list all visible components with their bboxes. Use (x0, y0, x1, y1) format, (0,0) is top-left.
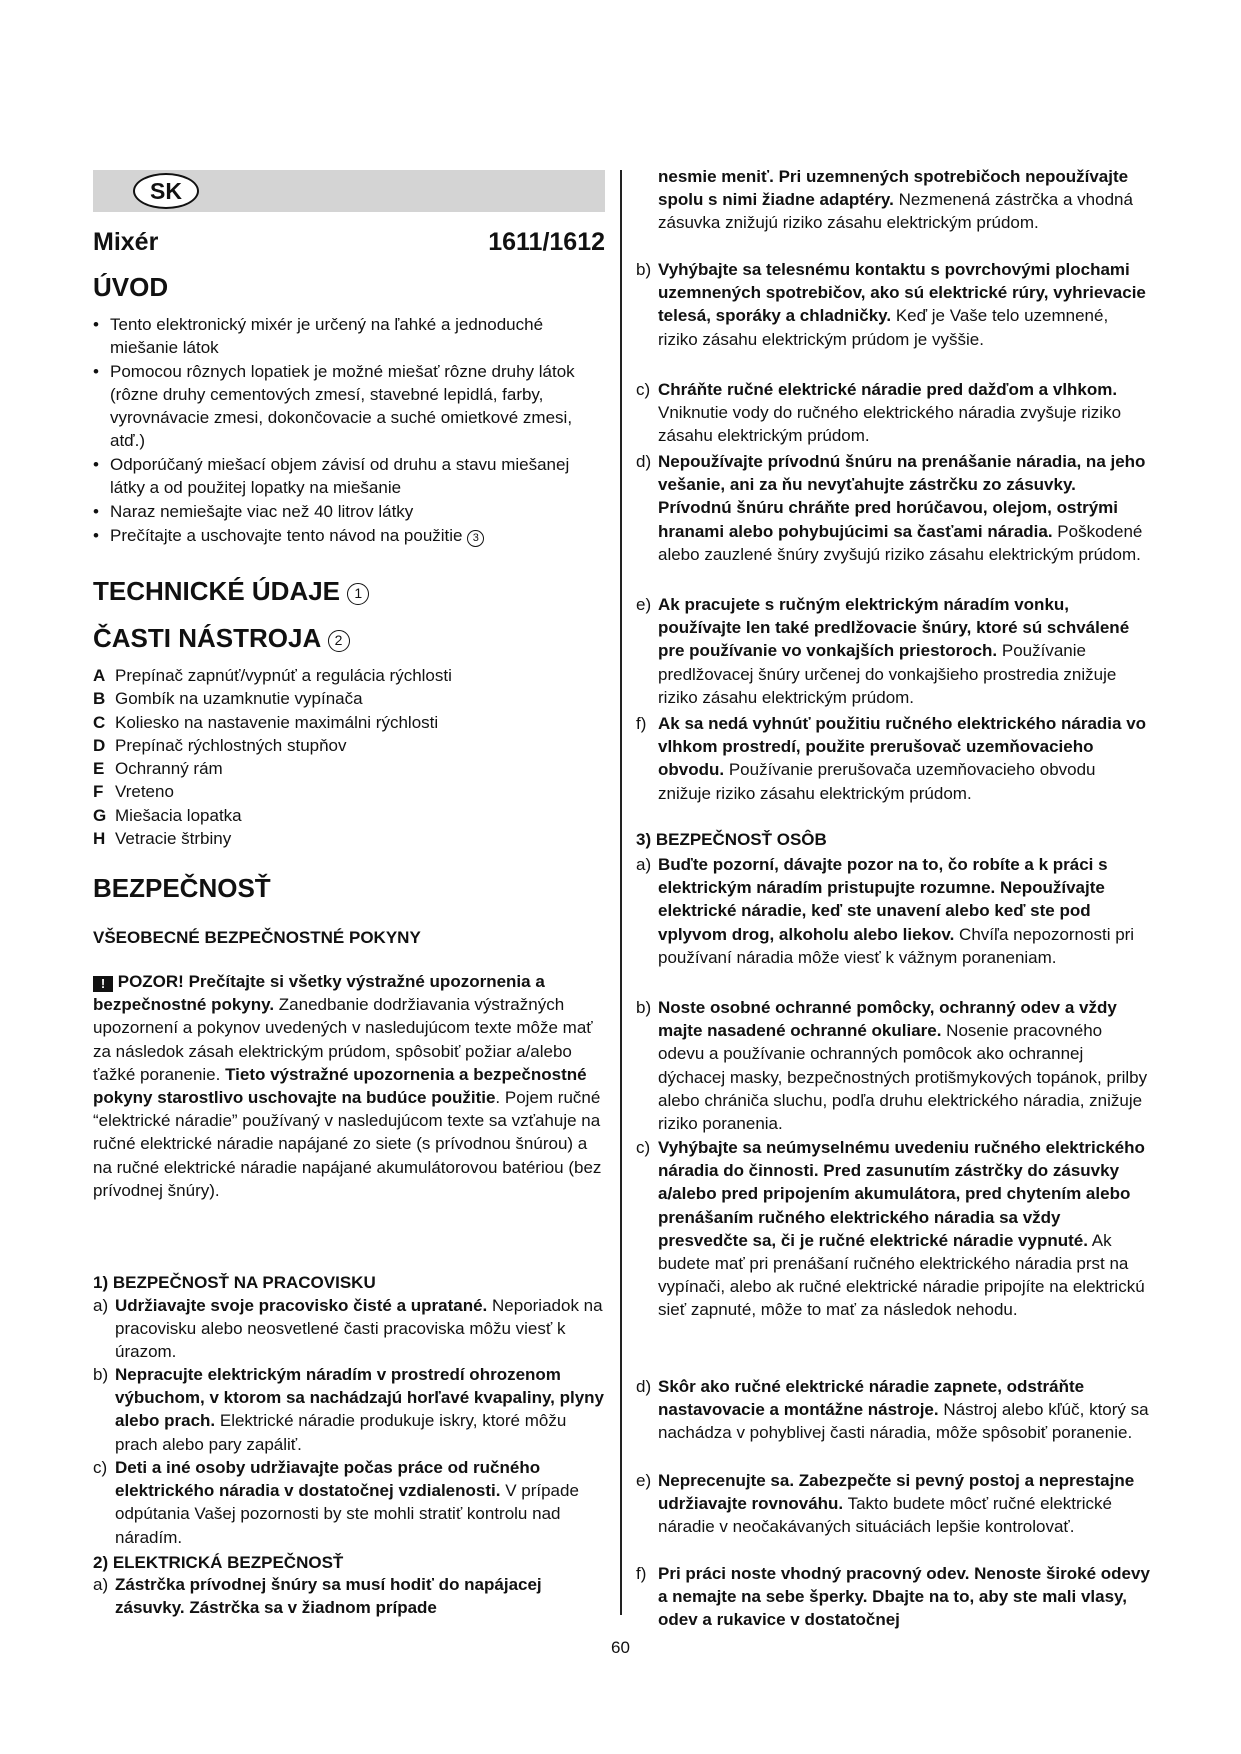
list-item: b) Vyhýbajte sa telesnému kontaktu s povrchovými plochami uzemnených spotrebičov, ako sú elektrické rúry, vyhrievacie telesá, sporáky a chladničky. Keď je Vaše telo uzemnené, riziko zásahu elektrickým prúdom je vyššie. (636, 260, 1146, 349)
list-item: b) Nepracujte elektrickým náradím v prostredí ohrozenom výbuchom, v ktorom sa nachádzajú horľavé kvapaliny, plyny alebo prach. Elektrické náradie produkuje iskry, ktoré môžu prach alebo pary zapáliť. (93, 1365, 605, 1454)
list-item: c) Vyhýbajte sa neúmyselnému uvedeniu ručného elektrického náradia do činnosti. Pred zasunutím zástrčky do zásuvky a/alebo pred pripojením akumulátora, pred chytením alebo prenášaním ručného elektrického náradia sa vždy presvedčte sa, či je ručné elektrické náradie vypnuté. Ak budete mať pri prenášaní ručného elektrického náradia prst na vypínači, alebo ak ručné elektrické náradie pripojíte na elektrickú sieť zapnuté, môže to mať za následok nehodu. (636, 1138, 1145, 1320)
tech-heading: TECHNICKÉ ÚDAJE 1 (93, 576, 369, 607)
list-item: e) Ak pracujete s ručným elektrickým náradím vonku, používajte len také predlžovacie šnúry, ktoré sú schválené pre používanie vo vonkajších priestoroch. Používanie predlžovacej šnúry určenej do vonkajšieho prostredia znižuje riziko zásahu elektrickým prúdom. (636, 595, 1130, 707)
list-item: B Gombík na uzamknutie vypínača (93, 689, 363, 709)
list-item: A Prepínač zapnúť/vypnúť a regulácia rýchlosti (93, 666, 452, 685)
list-item: E Ochranný rám (93, 759, 223, 779)
section-heading-workplace: 1) BEZPEČNOSŤ NA PRACOVISKU (93, 1273, 376, 1292)
parts-heading: ČASTI NÁSTROJA 2 (93, 623, 350, 654)
list-item: G Miešacia lopatka (93, 805, 242, 825)
title-row (93, 228, 605, 257)
list-item: • Odporúčaný miešací objem závisí od druhu a stavu miešanej látky a od použitej lopatky na miešanie (93, 453, 605, 499)
column-divider (620, 170, 622, 1615)
list-item: f) Ak sa nedá vyhnúť použitiu ručného elektrického náradia vo vlhkom prostredí, použite prerušovač uzemňovacieho obvodu. Používanie prerušovača uzemňovacieho obvodu znižuje riziko zásahu elektrickým prúdom. (636, 714, 1147, 803)
list-item: c) Deti a iné osoby udržiavajte počas práce od ručného elektrického náradia v dostatočnej vzdialenosti. V prípade odpútania Vašej pozornosti by ste mohli stratiť kontrolu nad náradím. (93, 1458, 579, 1547)
list-item: d) Nepoužívajte prívodnú šnúru na prenášanie náradia, na jeho vešanie, ani za ňu nevyťahujte zástrčku zo zásuvky. Prívodnú šnúru chráňte pred horúčavou, olejom, ostrými hranami alebo pohybujúcimi sa časťami náradia. Poškodené alebo zauzlené šnúry zvyšujú riziko zásahu elektrickým prúdom. (636, 452, 1146, 564)
parts-list (93, 664, 452, 850)
figure-ref-badge: 2 (328, 630, 350, 652)
list-item: e) Neprecenujte sa. Zabezpečte si pevný postoj a neprestajne udržiavajte rovnováhu. Takto budete môcť ručné elektrické náradie v neočakávaných situáciách lepšie kontrolovať. (636, 1471, 1135, 1537)
figure-ref-badge: 3 (467, 530, 484, 547)
list-item: D Prepínač rýchlostných stupňov (93, 735, 347, 755)
language-bar (93, 170, 605, 212)
list-item-continued: nesmie meniť. Pri uzemnených spotrebičoch nepoužívajte spolu s nimi žiadne adaptéry. Nezmenená zástrčka a vhodná zásuvka znižujú riziko zásahu elektrickým prúdom. (658, 167, 1133, 233)
list-item: F Vreteno (93, 782, 174, 802)
safety-heading: BEZPEČNOSŤ (93, 873, 271, 903)
model-number: 1611/1612 (488, 228, 605, 256)
list-item: f) Pri práci noste vhodný pracovný odev. Nenoste široké odevy a nemajte na sebe šperky. Dbajte na to, aby ste mali vlasy, odev a rukavice v dostatočnej (636, 1564, 1150, 1630)
general-safety-heading: VŠEOBECNÉ BEZPEČNOSTNÉ POKYNY (93, 928, 421, 947)
list-item: • Pomocou rôznych lopatiek je možné miešať rôzne druhy látok (rôzne druhy cementových zmesí, stavebné lepidlá, farby, vyrovnávacie zmesi, dokončovacie a suché omietkové zmesi, atď.) (93, 360, 605, 452)
list-item: a) Zástrčka prívodnej šnúry sa musí hodiť do napájacej zásuvky. Zástrčka sa v žiadnom prípade (93, 1575, 542, 1618)
language-badge: SK (133, 173, 199, 209)
list-item: • Tento elektronický mixér je určený na ľahké a jednoduché miešanie látok (93, 313, 605, 359)
list-item: • Prečítajte a uschovajte tento návod na použitie 3 (93, 524, 605, 547)
intro-heading: ÚVOD (93, 272, 169, 302)
list-item: C Koliesko na nastavenie maximálni rýchlosti (93, 712, 439, 732)
warning-icon: ! (93, 976, 113, 992)
list-item: • Naraz nemiešajte viac než 40 litrov látky (93, 500, 605, 523)
section-heading-electrical: 2) ELEKTRICKÁ BEZPEČNOSŤ (93, 1553, 344, 1572)
intro-list (93, 313, 605, 548)
page-number: 60 (611, 1638, 630, 1657)
list-item: b) Noste osobné ochranné pomôcky, ochranný odev a vždy majte nasadené ochranné okuliare. Nosenie pracovného odevu a používanie ochranných pomôcok ako ochrannej dýchacej masky, bezpečnostných protišmykových topánok, prilby alebo chrániča sluchu, podľa druhu elektrického náradia, znižuje riziko poranenia. (636, 998, 1148, 1134)
list-item: a) Buďte pozorní, dávajte pozor na to, čo robíte a k práci s elektrickým náradím pristupujte rozumne. Nepoužívajte elektrické náradie, keď ste unavení alebo keď ste pod vplyvom drog, alkoholu alebo liekov. Chvíľa nepozornosti pri používaní náradia môže viesť k vážnym poraneniam. (636, 855, 1135, 967)
list-item: H Vetracie štrbiny (93, 829, 232, 849)
product-name: Mixér (93, 228, 159, 256)
figure-ref-badge: 1 (347, 583, 369, 605)
warning-paragraph: ! POZOR! Prečítajte si všetky výstražné upozornenia a bezpečnostné pokyny. Zanedbanie dodržiavania výstražných upozornení a pokynov uvedených v nasledujúcom texte môže mať za následok zásah elektrickým prúdom, spôsobiť požiar a/alebo ťažké poranenie. Tieto výstražné upozornenia a bezpečnostné pokyny starostlivo uschovajte na budúce použitie. Pojem ručné “elektrické náradie” používaný v nasledujúcom texte sa vzťahuje na ručné elektrické náradie napájané zo siete (s prívodnou šnúrou) a na ručné elektrické náradie napájané akumulátorovou batériou (bez prívodnej šnúry). (93, 972, 602, 1200)
list-item: c) Chráňte ručné elektrické náradie pred dažďom a vlhkom. Vniknutie vody do ručného elektrického náradia zvyšuje riziko zásahu elektrickým prúdom. (636, 380, 1122, 446)
section-heading-personal: 3) BEZPEČNOSŤ OSÔB (636, 830, 827, 849)
list-item: d) Skôr ako ručné elektrické náradie zapnete, odstráňte nastavovacie a montážne nástroje. Nástroj alebo kľúč, ktorý sa nachádza v pohyblivej časti náradia, môže spôsobiť poranenie. (636, 1377, 1149, 1443)
list-item: a) Udržiavajte svoje pracovisko čisté a upratané. Neporiadok na pracovisku alebo neosvetlené časti pracoviska môžu viesť k úrazom. (93, 1296, 603, 1362)
